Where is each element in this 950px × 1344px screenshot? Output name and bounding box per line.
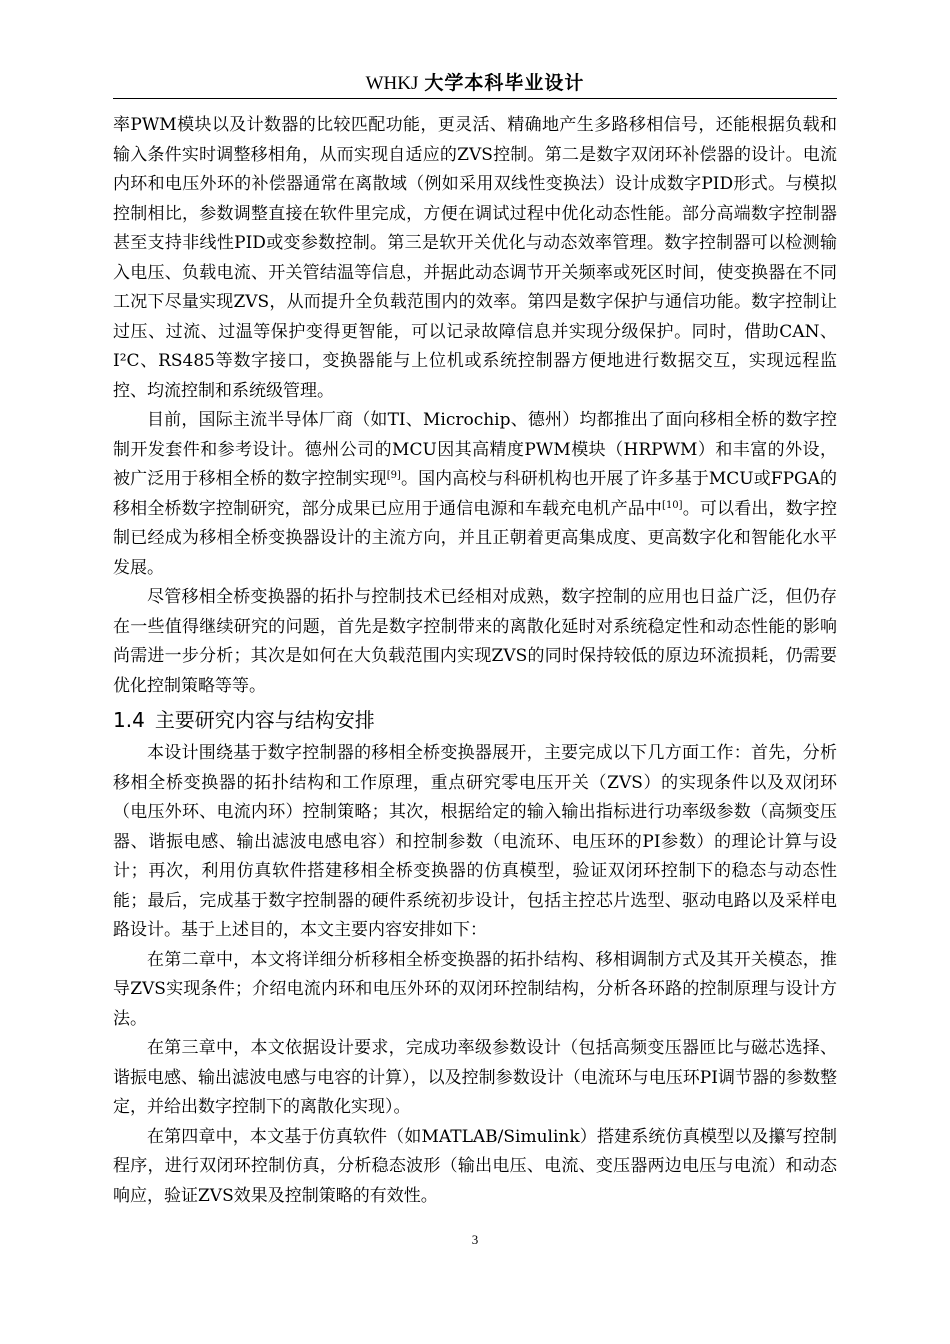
page-header — [113, 70, 837, 96]
body-paragraph: 尽管移相全桥变换器的拓扑与控制技术已经相对成熟，数字控制的应用也日益广泛，但仍存在一些值得继续研究的问题，首先是数字控制带来的离散化延时对系统稳定性和动态性能的影响尚需进一步分析；其次是如何在大负载范围内实现ZVS的同时保持较低的原边环流损耗，仍需要优化控制策略等等。 — [113, 587, 837, 696]
paragraph-text: 。国内高校与科研机构也开展了许多基于MCU或FPGA的移相全桥数字控制研究，部分成果已应用于通信电源和车载充电机产品中 — [113, 469, 837, 519]
header-institution-code: WHKJ — [365, 73, 419, 94]
page-body — [113, 111, 837, 1211]
section-number: 1.4 — [113, 708, 145, 732]
citation-ref: [9] — [386, 470, 401, 481]
body-paragraph: 本设计围绕基于数字控制器的移相全桥变换器展开，主要完成以下几方面工作：首先，分析移相全桥变换器的拓扑结构和工作原理，重点研究零电压开关（ZVS）的实现条件以及双闭环（电压外环、电流内环）控制策略；其次，根据给定的输入输出指标进行功率级参数（高频变压器、谐振电感、输出滤波电感电容）和控制参数（电流环、电压环的PI参数）的理论计算与设计；再次，利用仿真软件搭建移相全桥变换器的仿真模型，验证双闭环控制下的稳态与动态性能；最后，完成基于数字控制器的硬件系统初步设计，包括主控芯片选型、驱动电路以及采样电路设计。基于上述目的，本文主要内容安排如下： — [113, 743, 837, 940]
body-paragraph: 在第二章中，本文将详细分析移相全桥变换器的拓扑结构、移相调制方式及其开关模态，推导ZVS实现条件；介绍电流内环和电压外环的双闭环控制结构，分析各环路的控制原理与设计方法。 — [113, 949, 837, 1029]
section-title: 主要研究内容与结构安排 — [154, 708, 375, 732]
body-paragraph: 在第四章中，本文基于仿真软件（如MATLAB/Simulink）搭建系统仿真模型以及攥写控制程序，进行双闭环控制仿真，分析稳态波形（输出电压、电流、变压器两边电压与电流）和动态响应，验证ZVS效果及控制策略的有效性。 — [113, 1126, 837, 1206]
paragraph-text: 。可以看出，数字控制已经成为移相全桥变换器设计的主流方向，并且正朝着更高集成度、更高数字化和智能化水平发展。 — [113, 498, 837, 578]
header-title: 大学本科毕业设计 — [424, 72, 585, 94]
body-paragraph: 率PWM模块以及计数器的比较匹配功能，更灵活、精确地产生多路移相信号，还能根据负载和输入条件实时调整移相角，从而实现自适应的ZVS控制。第二是数字双闭环补偿器的设计。电流内环和电压外环的补偿器通常在离散域（例如采用双线性变换法）设计成数字PID形式。与模拟控制相比，参数调整直接在软件里完成，方便在调试过程中优化动态性能。部分高端数字控制器甚至支持非线性PID或变参数控制。第三是软开关优化与动态效率管理。数字控制器可以检测输入电压、负载电流、开关管结温等信息，并据此动态调节开关频率或死区时间，使变换器在不同工况下尽量实现ZVS，从而提升全负载范围内的效率。第四是数字保护与通信功能。数字控制让过压、过流、过温等保护变得更智能，可以记录故障信息并实现分级保护。同时，借助CAN、I²C、RS485等数字接口，变换器能与上位机或系统控制器方便地进行数据交互，实现远程监控、均流控制和系统级管理。 — [113, 115, 837, 401]
body-paragraph: 在第三章中，本文依据设计要求，完成功率级参数设计（包括高频变压器匝比与磁芯选择、谐振电感、输出滤波电感与电容的计算），以及控制参数设计（电流环与电压环PI调节器的参数整定，并给出数字控制下的离散化实现）。 — [113, 1038, 837, 1117]
page-number: 3 — [471, 1232, 479, 1247]
header-divider — [113, 98, 837, 99]
body-paragraph — [113, 406, 837, 583]
section-heading — [113, 705, 837, 735]
paragraph-text: 目前，国际主流半导体厂商（如TI、Microchip、德州）均都推出了面向移相全桥的数字控制开发套件和参考设计。德州公司的MCU因其高精度PWM模块（HRPWM）和丰富的外设，被广泛用于移相全桥的数字控制实现 — [113, 410, 837, 489]
citation-ref: [10] — [662, 499, 683, 511]
